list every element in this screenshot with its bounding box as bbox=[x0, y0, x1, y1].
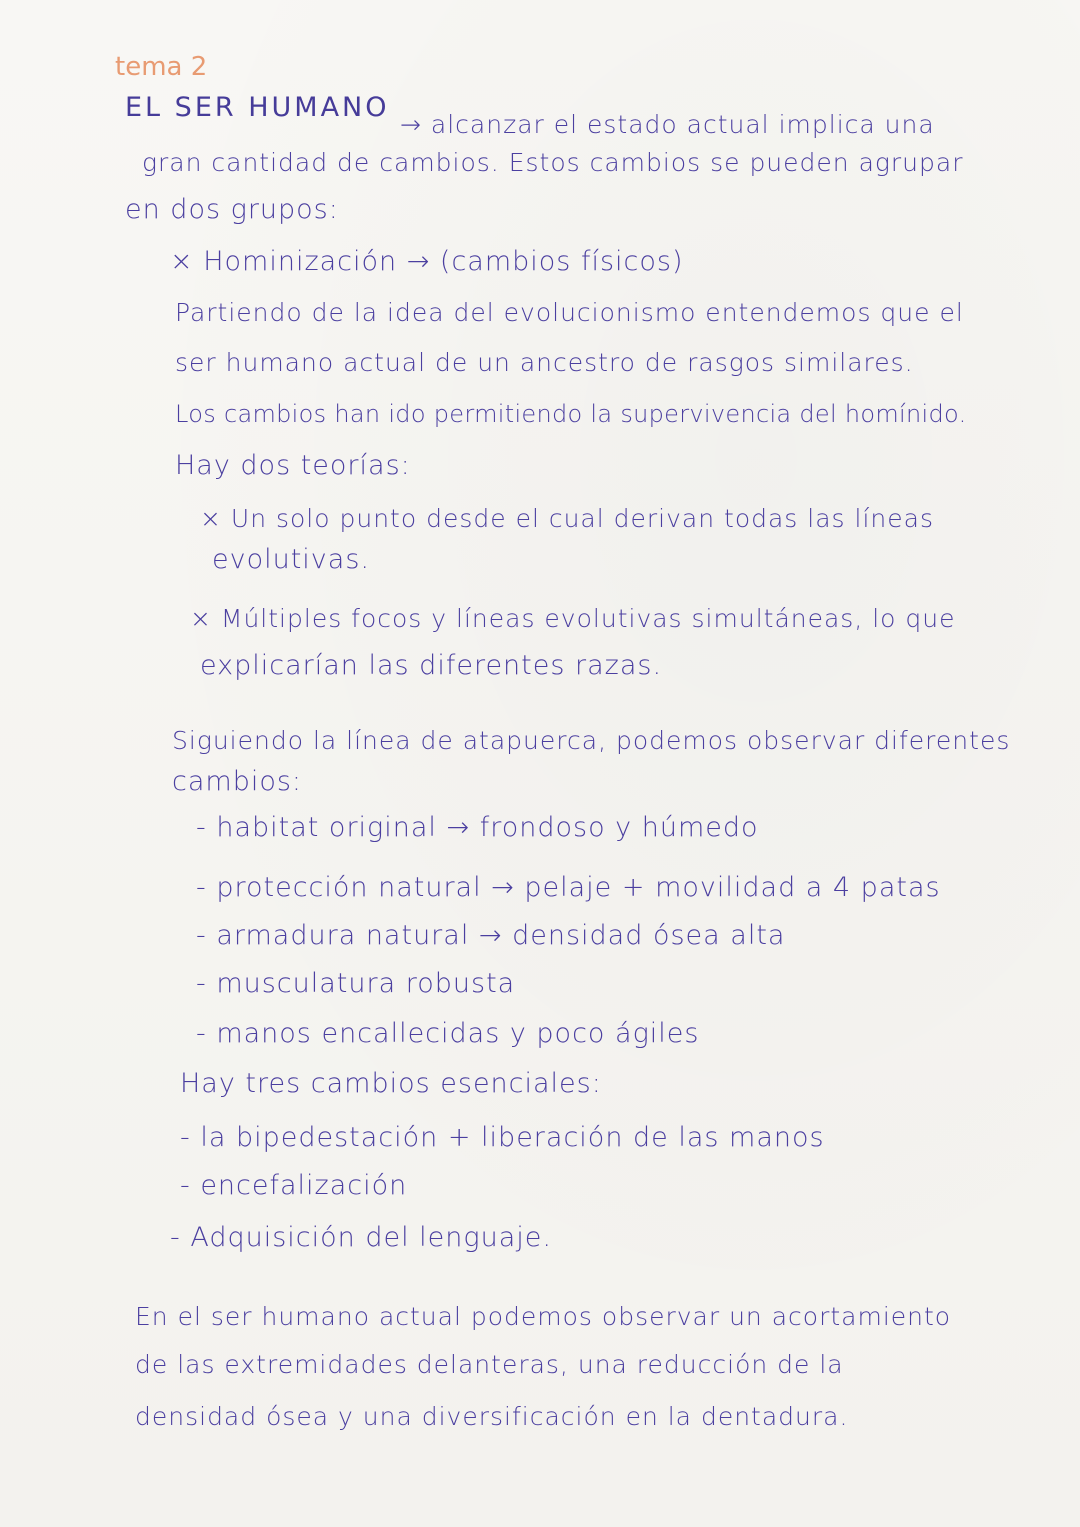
text-line: En el ser humano actual podemos observar un acortamiento bbox=[135, 1302, 952, 1331]
topic-label: tema 2 bbox=[115, 52, 208, 82]
text-line: Hay tres cambios esenciales: bbox=[180, 1068, 602, 1099]
text-line: evolutivas. bbox=[212, 544, 370, 575]
text-line: Los cambios han ido permitiendo la supervivencia del homínido. bbox=[175, 400, 967, 428]
list-item: - encefalización bbox=[180, 1170, 408, 1201]
text-line: cambios: bbox=[172, 766, 303, 797]
text-line: en dos grupos: bbox=[125, 194, 339, 225]
text-line: gran cantidad de cambios. Estos cambios se pueden agrupar bbox=[142, 148, 964, 177]
list-item: - Adquisición del lenguaje. bbox=[170, 1222, 552, 1253]
theory-item: × Un solo punto desde el cual derivan todas las líneas bbox=[200, 504, 934, 533]
text-line: de las extremidades delanteras, una reducción de la bbox=[135, 1350, 844, 1379]
list-item: - armadura natural → densidad ósea alta bbox=[196, 920, 786, 951]
text-line: Hay dos teorías: bbox=[175, 450, 411, 481]
text-line: explicarían las diferentes razas. bbox=[200, 650, 663, 681]
list-item: - habitat original → frondoso y húmedo bbox=[196, 812, 759, 843]
list-item: - la bipedestación + liberación de las manos bbox=[180, 1122, 825, 1153]
list-item: - musculatura robusta bbox=[196, 968, 516, 999]
text-line: → alcanzar el estado actual implica una bbox=[400, 110, 935, 139]
text-line: ser humano actual de un ancestro de rasgos similares. bbox=[175, 348, 914, 377]
text-line: Siguiendo la línea de atapuerca, podemos observar diferentes bbox=[172, 726, 1011, 755]
list-item: - manos encallecidas y poco ágiles bbox=[196, 1018, 700, 1049]
text-line: densidad ósea y una diversificación en la dentadura. bbox=[135, 1402, 849, 1431]
section-hominization: × Hominización → (cambios físicos) bbox=[170, 246, 684, 277]
list-item: - protección natural → pelaje + movilidad a 4 patas bbox=[196, 872, 941, 903]
text-line: Partiendo de la idea del evolucionismo entendemos que el bbox=[175, 298, 964, 327]
heading-title: EL SER HUMANO bbox=[125, 92, 390, 123]
theory-item: × Múltiples focos y líneas evolutivas simultáneas, lo que bbox=[190, 604, 956, 633]
